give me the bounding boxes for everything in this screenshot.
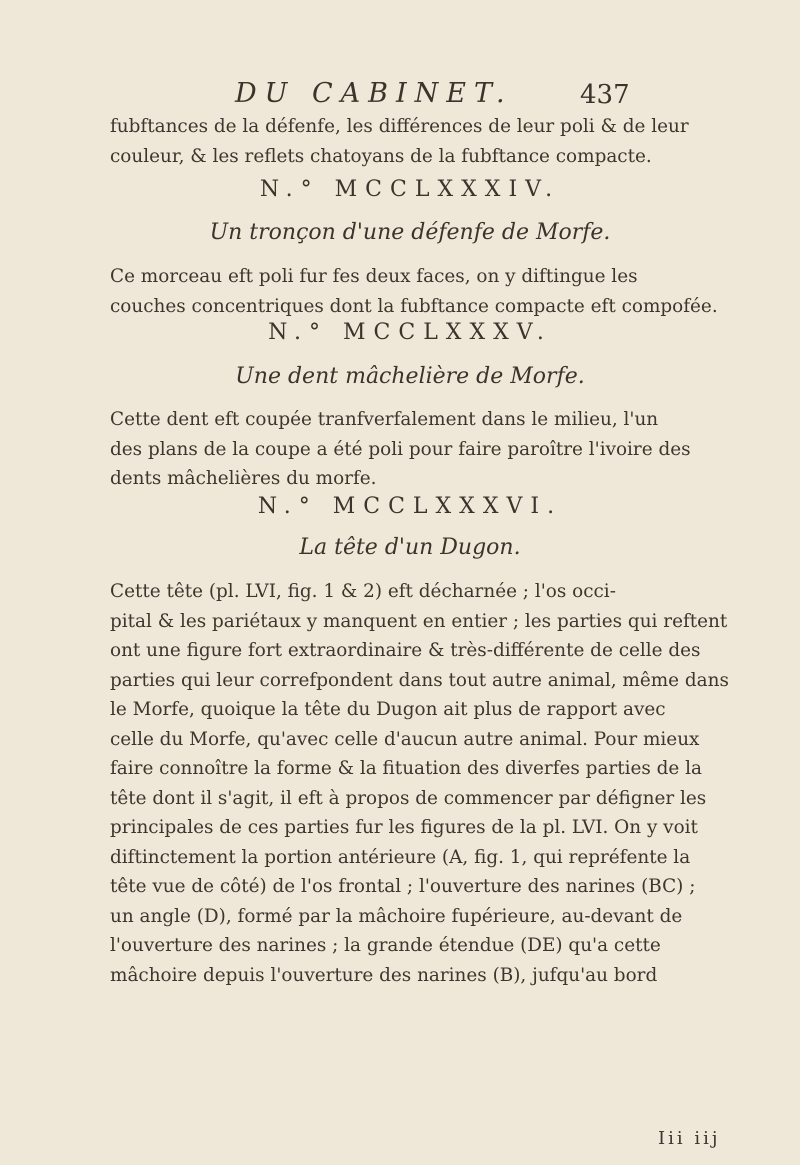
entry-number: N.° MCCLXXXV.	[268, 320, 552, 345]
entry-number: N.° MCCLXXXVI.	[257, 494, 563, 519]
page-number: 437	[580, 80, 630, 110]
text-line: fubftances de la défenfe, les différences de leur poli & de leur	[110, 116, 689, 137]
text-line: dents mâchelières du morfe.	[110, 468, 377, 489]
text-line: un angle (D), formé par la mâchoire fupérieure, au-devant de	[110, 905, 683, 927]
entry-title: La tête d'un Dugon.	[299, 535, 521, 560]
intro-paragraph	[110, 112, 710, 171]
entry-title: Une dent mâchelière de Morfe.	[235, 364, 585, 389]
entry-paragraph	[110, 262, 718, 321]
text-line: tête vue de côté) de l'os frontal ; l'ouverture des narines (BC) ;	[110, 876, 696, 897]
text-line: celle du Morfe, qu'avec celle d'aucun autre animal. Pour mieux	[110, 728, 700, 750]
text-line: l'ouverture des narines ; la grande étendue (DE) qu'a cette	[110, 935, 661, 956]
entry-number: N.° MCCLXXXIV.	[259, 177, 561, 202]
page-header	[0, 78, 800, 114]
text-line: mâchoire depuis l'ouverture des narines (B), jufqu'au bord	[110, 964, 658, 986]
text-line: ont une figure fort extraordinaire & très-différente de celle des	[110, 640, 701, 661]
entry-title: Un tronçon d'une défenfe de Morfe.	[209, 220, 611, 245]
text-line: Cette tête (pl. LVI, fig. 1 & 2) eft décharnée ; l'os occi-	[110, 581, 616, 602]
text-line: principales de ces parties fur les figures de la pl. LVI. On y voit	[110, 817, 698, 838]
running-head: DU CABINET.	[235, 78, 513, 109]
text-line: couleur, & les reflets chatoyans de la fubftance compacte.	[110, 145, 652, 167]
text-line: Cette dent eft coupée tranfverfalement dans le milieu, l'un	[110, 409, 659, 430]
text-line: faire connoître la forme & la fituation des diverfes parties de la	[110, 758, 702, 779]
text-line: parties qui leur correfpondent dans tout autre animal, même dans	[110, 669, 729, 691]
entry-paragraph	[110, 405, 710, 494]
text-line: pital & les pariétaux y manquent en entier ; les parties qui reftent	[110, 610, 728, 632]
text-line: des plans de la coupe a été poli pour faire paroître l'ivoire des	[110, 438, 691, 460]
text-line: le Morfe, quoique la tête du Dugon ait plus de rapport avec	[110, 699, 666, 720]
signature-mark: Iii iij	[658, 1128, 721, 1149]
text-line: diftinctement la portion antérieure (A, fig. 1, qui repréfente la	[110, 846, 691, 868]
text-line: Ce morceau eft poli fur fes deux faces, on y diftingue les	[110, 266, 638, 287]
text-line: couches concentriques dont la fubftance compacte eft compofée.	[110, 295, 718, 317]
entry-paragraph	[110, 577, 729, 990]
text-line: tête dont il s'agit, il eft à propos de commencer par défigner les	[110, 787, 707, 809]
